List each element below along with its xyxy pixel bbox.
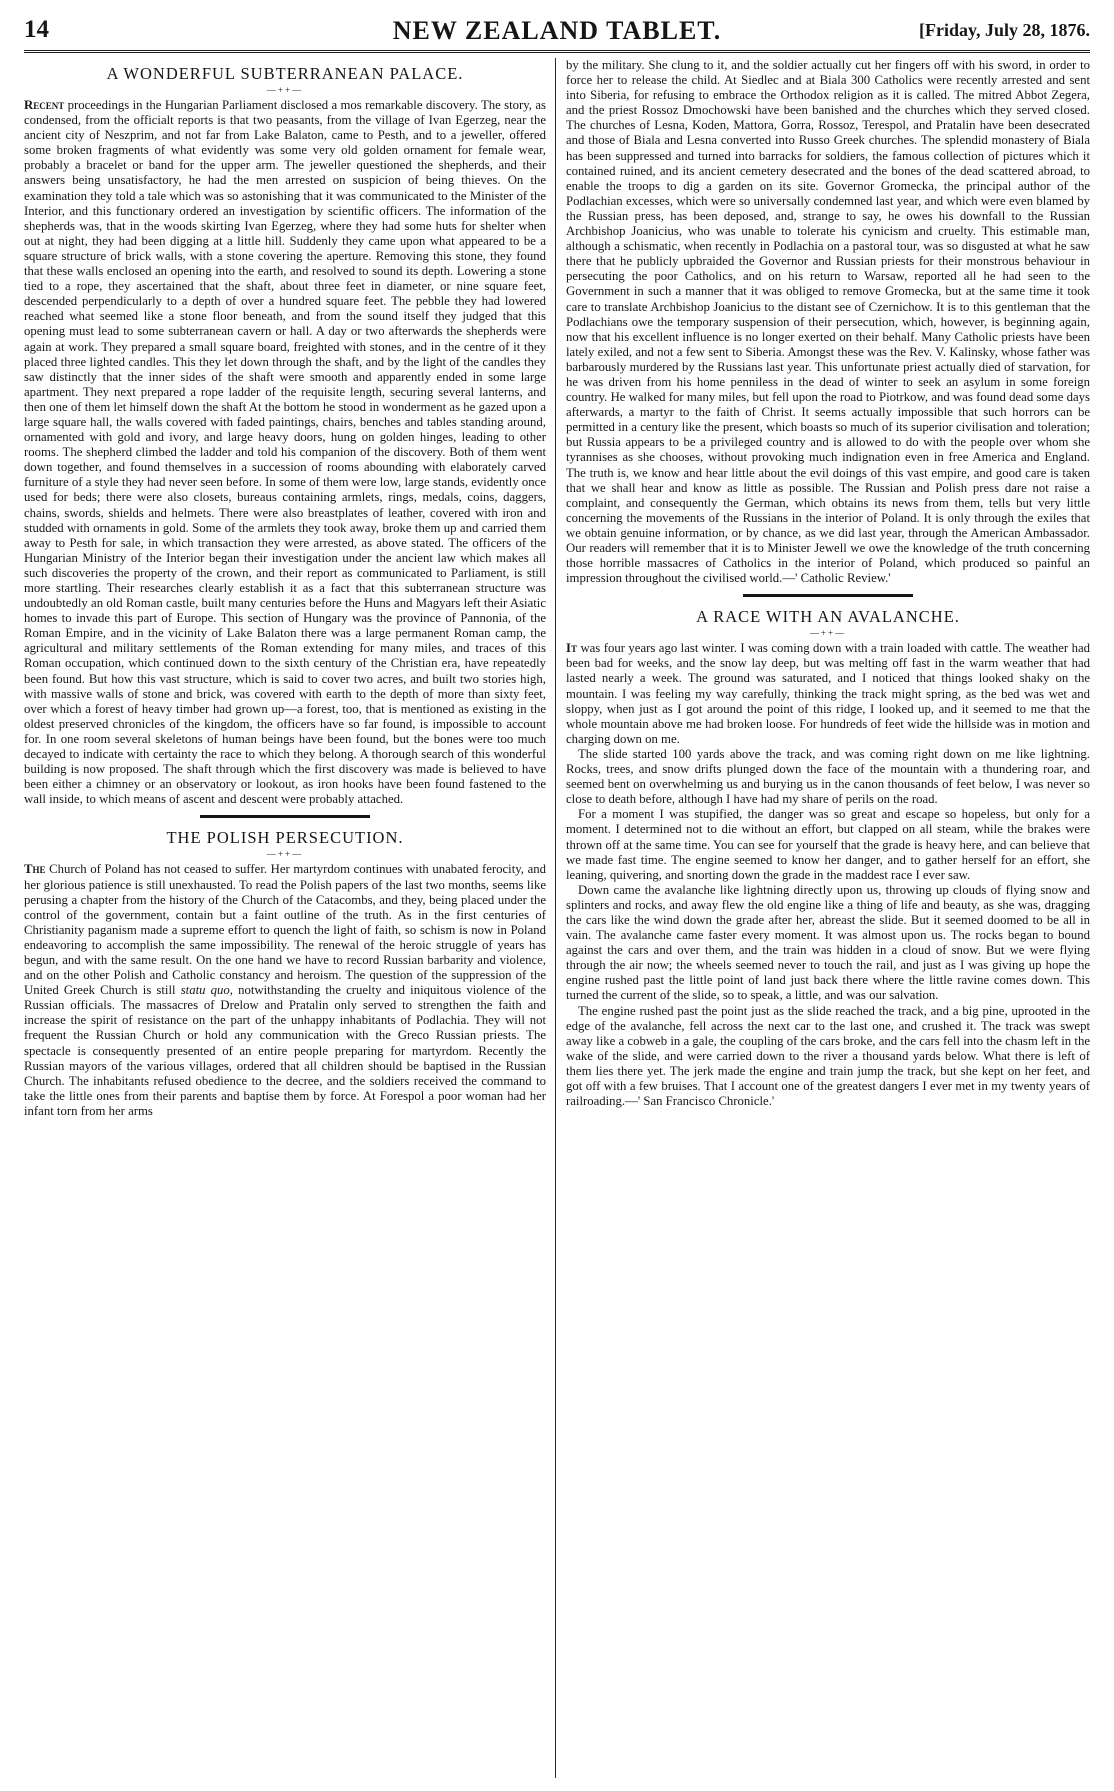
article-paragraph: For a moment I was stupified, the danger was so great and escape so hopeless, but only for a moment. I determined not to die without an effort, but clapped on all steam, while the brakes were thrown off at the same time. You can see for yourself that the grade is heavy here, and can believe that we made fast time. The engine seemed to know her danger, and to gather herself for an effort, she leaning, quivering, and snorting down the grade in the maddest race I ever saw. [566,807,1090,882]
article-paragraph: Down came the avalanche like lightning directly upon us, throwing up clouds of flying snow and splinters and rocks, and away flew the old engine like a thing of life and beauty, as she was, dragging the cars like the wind down the grade after her, abreast the slide. But it seemed doomed to be all in vain. The avalanche came faster every moment. It was almost upon us. The rocks began to bound against the cars and over them, and the train was hidden in a cloud of snow. But we were flying through the air now; the wheels seemed never to touch the rail, and just as I was giving up hope the engine rushed past the little point of land just back there where the little ravine comes down. This turned the current of the slide, so to speak, a little, and was our salvation. [566,882,1090,1003]
column-rule [555,58,556,1778]
newspaper-page [24,16,1090,1778]
article-title-palace: A WONDERFUL SUBTERRANEAN PALACE. [106,64,464,83]
columns [24,58,1090,1778]
ornament-divider: —++— [266,849,304,860]
article-paragraph: The slide started 100 yards above the track, and was coming right down on me like lightning. Rocks, trees, and snow drifts plunged down the face of the mountain with a thundering roar, and seemed bent on overwhelming us and burying us in the canon thousands of feet below, I was never so close to death before, although I have had my share of perils on the road. [566,746,1090,807]
right-column [566,58,1090,1778]
article-body-polish [24,862,546,1119]
paragraph-text: Church of Poland has not ceased to suffer. Her martyrdom continues with unabated ferocity, and her glorious patience is still unexhausted. To read the Polish papers of the last two months, seems like perusing a chapter from the history of the Church of the Catacombs, and they, being placed under the control of the government, contain but a faint outline of the truth. As in the first centuries of Christianity paganism made a supreme effort to quench the light of faith, so schism is now in Poland endeavoring to accomplish the same impossibility. The renewal of the heroic struggle of years has begun, and with the same result. On the one hand we have to record Russian barbarity and violence, and on the other Polish and Catholic constancy and heroism. The question of the suppression of the United Greek Church is still [24,862,546,998]
paragraph-text: , notwithstanding the cruelty and iniquitous violence of the Russian officials. The massacres of Drelow and Pratalin only served to strengthen the faith and increase the spirit of resistance on the part of the unhappy inhabitants of Podlachia. They will not frequent the Russian Church or hold any communication with the Greco Russian priests. The spectacle is consequently presented of an entire people preparing for martyrdom. Recently the Russian mayors of the various villages, ordered that all children should be baptised in the Russian Church. The inhabitants refused obedience to the decree, and the soldiers received the command to take the little ones from their parents and baptise them by force. At Forespol a poor woman had her infant torn from her arms [24,983,546,1118]
article-paragraph [566,641,1090,747]
masthead [24,16,1090,53]
ornament-divider: —++— [809,628,847,639]
article-continuation-polish: by the military. She clung to it, and the soldier actually cut her fingers off with his sword, in order to force her to release the child. At Siedlec and at Biala 300 Catholics were recently arrested and sent into Siberia, for refusing to embrace the Orthodox religion as it is called. The mitred Abbot Zegera, and the priest Rossoz Dmochowski have been banished and the churches which they served closed. The churches of Lesna, Koden, Mattora, Gorra, Rossoz, Terespol, and Pratalin have been desecrated and those of Biala and Lesna converted into Russo Greek churches. The splendid monastery of Biala has been suppressed and turned into barracks for soldiers, the famous collection of pictures which it contained ruined, and its ancient cemetery desecrated and the bones of the dead scattered abroad, to enable the troops to dig a garden on its site. Governor Gromecka, the principal author of the Podlachian excesses, which were so universally condemned last year, and which were even blamed by the Russian press, has been deposed, and, strange to say, he owes his downfall to the Russian Archbishop Joanicius, who was unable to tolerate his cynicism and cruelty. This estimable man, although a schismatic, when recently in Podlachia on a pastoral tour, was so disgusted at what he saw there that he publicly upbraided the Governor and Russian priests for their monstrous behaviour in persecuting the poor Catholics, and on his return to Warsaw, reported all he had seen to the Government in such a manner that it was obliged to remove Gromecka, but at the same time it took care to translate Archbishop Joanicius to the distant see of Czernichow. It is to this gentleman that the Podlachians owe the temporary suspension of their persecution, which, however, is beginning again, now that his excellent influence is no longer exerted on their behalf. Many Catholic priests have been lately exiled, and not a few sent to Siberia. Amongst these was the Rev. V. Kalinsky, whose father was barbarously murdered by the Russians last year. This unfortunate priest actually died of starvation, for he was driven from his home penniless in the dead of winter to seek an asylum in some foreign country. He walked for many miles, but fell upon the road to Piotrkow, and was found dead some days afterwards, a martyr to the faith of Christ. It seems actually impossible that such horrors can be permitted in a century like the present, which boasts so much of its superior civilisation and toleration; but Russia appears to be a privileged country and is allowed to do with the people over whom she tyrannises as she chooses, without provoking much indignation even in free America and England. The truth is, we know and hear little about the evil doings of this vast empire, and good care is taken that we shall hear and know as little as possible. The Russian and Polish press dare not raise a complaint, and consequently the German, which obtains its news from them, tells but very little concerning the movements of the Russians in the interior of Poland. It is only through the exiles that we obtain genuine information, or by chance, as we did last year, through the American Ambassador. Our readers will remember that it is to Minister Jewell we owe the knowledge of the truth concerning those horrible massacres of Catholics in the interior of Poland, which produced so painful an impression throughout the civilised world.—' Catholic Review.' [566,58,1090,586]
article-title-polish: THE POLISH PERSECUTION. [166,828,404,848]
italic-phrase: statu quo [180,983,230,998]
lead-word: It [566,641,577,656]
section-rule [200,815,370,818]
article-body-palace [24,98,546,807]
paragraph-text: was four years ago last winter. I was coming down with a train loaded with cattle. The weather had been bad for weeks, and the snow lay deep, but was melting off fast in the warm weather that had lasted nearly a week. The ground was saturated, and I noticed that things looked shaky on the mountain. I was feeling my way carefully, thinking the track might spring, as the bed was wet and sloppy, when just as I got around the point of this ridge, I looked up, and it seemed to me that the whole mountain above me had broken loose. For hundreds of feet wide the hillside was in motion and charging down on me. [566,641,1090,746]
section-rule [743,594,913,597]
article-title-avalanche: A RACE WITH AN AVALANCHE. [696,607,960,627]
lead-word: Recent [24,98,65,112]
lead-word: The [24,862,46,877]
left-column [24,58,546,1778]
article-paragraph: The engine rushed past the point just as the slide reached the track, and a big pine, uprooted in the edge of the avalanche, fell across the next car to the last one, and crushed it. The track was swept away like a cobweb in a gale, the coupling of the cars broke, and the cars fell into the chasm left in the wake of the slide, and were carried down to the river a thousand yards below. What there is left of them lies there yet. The jerk made the engine and train jump the track, but she kept on her feet, and got off with a few bruises. That I account one of the greatest dangers I ever met in my twenty years of railroading.—' San Francisco Chronicle.' [566,1003,1090,1109]
ornament-divider: —++— [266,85,304,95]
paragraph-text: proceedings in the Hungarian Parliament disclosed a mos remarkable discovery. The story, as condensed, from the officialt reports is that two peasants, from the village of Ivan Egerzeg, near the ancient city of Neszprim, and not far from Lake Balaton, came to Pesth, and to a jeweller, offered some broken fragments of what evidently was some very old golden ornament for female wear, probably a bracelet or band for the upper arm. The jeweller questioned the shepherds, and their answers being unsatisfactory, he had the men arrested on suspicion of being thieves. On the examination they told a tale which was so astonishing that it was communicated to the Minister of the Interior, and this functionary ordered an investigation by scientific officers. The information of the shepherds was, that in the woods skirting Ivan Egerzeg, where they had some huts for shelter when out at night, they had been digging at a little hill. Suddenly they came upon what appeared to be a square structure of brick walls, with a stone covering the aperture. Removing this stone, they found that these walls enclosed an opening into the earth, and resolved to sound its depth. Lowering a stone tied to a rope, they ascertained that the shaft, about three feet in diameter, or nine square feet, descended perpendicularly to a depth of over a hundred square feet. The pebble they had lowered reached what seemed like a stone floor beneath, and from the sound itself they judged that this opening must lead to some subterranean cavern or hall. A day or two afterwards the shepherds were again at work. They prepared a small square board, freighted with stones, and in the centre of it they placed three lighted candles. This they let down through the shaft, and by the light of the candles they saw distinctly that the inner sides of the shaft were smooth and apparently ended in some large apartment. They next prepared a rope ladder of the requisite length, securing several lanterns, and then one of them let himself down the shaft At the bottom he stood in wonderment as he gazed upon a large square hall, the walls covered with faded paintings, chairs, benches and tables standing around, ornamented with gold and ivory, and large heavy doors, hung on golden hinges, leading to other rooms. The shepherd climbed the ladder and told his companion of the discovery. Both of them went down together, and found themselves in a succession of rooms abounding with elaborately carved furniture of a style they had never seen before. In some of them were low, large stands, evidently once used for beds; there were also closets, bureaus containing armlets, rings, medals, coins, daggers, chains, swords, shields and helmets. There were also breastplates of leather, covered with iron and studded with ornaments in gold. Some of the armlets they took away, broke them up and carried them away to Pesth for sale, in which transaction they were arrested, as above stated. The officers of the Hungarian Ministry of the Interior began their investigation under the ancient law which makes all such discoveries the property of the crown, and their report as communicated to Parliament, is still more startling. Their researches clearly establish it as a fact that this subterranean structure was undoubtedly an old Roman castle, built many centuries before the Huns and Magyars left their Asiatic homes to invade this part of Europe. This section of Hungary was the province of Pannonia, of the Roman Empire, and in the vicinity of Lake Balaton there was a large permanent Roman camp, the agricultural and military settlements of the Roman extending for many miles, and traces of this Roman occupation, which continued down to the sixth century of the Christian era, have repeatedly been found. But how this vast structure, which is said to cover two acres, and built two stories high, with massive walls of stone and brick, was covered with earth to the depth of more than sixty feet, over which a forest of heavy timber had grown up—a forest, too, that is mentioned as existing in the oldest preserved chronicles of the kingdom, the officers have so far found, is impossible to account for. In one room several skeletons of human beings have been found, but the bones were too much decayed to indicate with certainty the race to which they belong. A thorough search of this wonderful building is now proposed. The shaft through which the first discovery was made is believed to have been either a chimney or an observatory or lookout, as iron hooks have been found fastened to the wall inside, to which means of ascent and descent were probably attached. [24,98,546,807]
issue-date: [Friday, July 28, 1876. [918,20,1090,40]
page-number: 14 [24,16,49,43]
newspaper-title: NEW ZEALAND TABLET. [392,16,722,45]
